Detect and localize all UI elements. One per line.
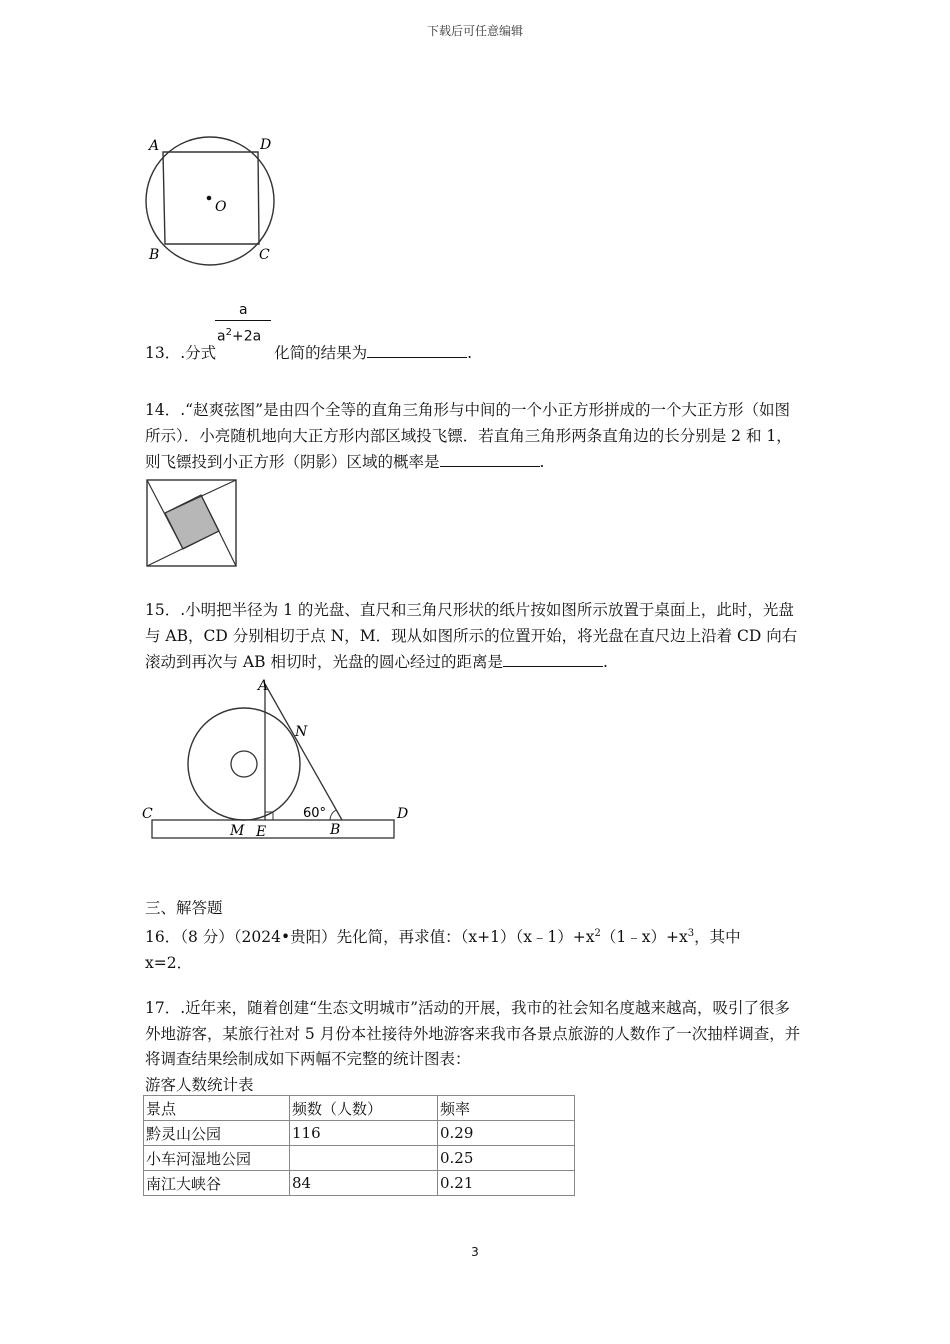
label-n: N xyxy=(295,724,308,740)
question-13: 13．.分式 化简的结果为 . xyxy=(145,340,805,367)
header-cell: 频数（人数） xyxy=(290,1096,438,1121)
label-b: B xyxy=(149,247,160,263)
header-cell: 频率 xyxy=(438,1096,575,1121)
answer-blank-15[interactable] xyxy=(503,649,603,667)
q17-text: 17．.近年来，随着创建“生态文明城市”活动的开展，我市的社会知名度越来越高，吸引了很多外地游客，某旅行社对 5 月份本社接待外地游客来我市各景点旅游的人数作了一次抽样调查，并将调查结果绘制成如下两幅不完整的统计图表： xyxy=(145,999,801,1068)
label-c: C xyxy=(259,247,270,263)
table-header-row xyxy=(144,1096,575,1121)
question-16: 16．（8 分）（2024•贵阳）先化简，再求值：$(x+1)(x﹣1)+x^2(1﹣x)+x^3$，其中 x=2． xyxy=(145,928,741,972)
table-row xyxy=(144,1146,575,1171)
table-title: 游客人数统计表 xyxy=(145,1075,254,1094)
table-cell: 黔灵山公园 xyxy=(144,1121,290,1146)
answer-blank-13[interactable] xyxy=(367,340,467,358)
question-17 xyxy=(145,996,805,1098)
section-title: 三、解答题 xyxy=(145,899,223,917)
ruler xyxy=(152,820,394,838)
disc-outer xyxy=(188,708,300,820)
question-15: 15．.小明把半径为 1 的光盘、直尺和三角尺形状的纸片按如图所示放置于桌面上，此时，光盘与 AB，CD 分别相切于点 N，M．现从如图所示的位置开始，将光盘在直尺边上沿着 CD 向右滚动到再次与 AB 相切时，光盘的圆心经过的距离是 . xyxy=(145,601,798,671)
question-14: 14．.“赵爽弦图”是由四个全等的直角三角形与中间的一个小正方形拼成的一个大正方形（如图所示）．小亮随机地向大正方形内部区域投飞镖．若直角三角形两条直角边的长分别是 2 和 1，则飞镖投到小正方形（阴影）区域的概率是 . xyxy=(145,401,792,471)
circumscribed-circle xyxy=(146,137,274,265)
disc-ruler-figure xyxy=(138,672,418,844)
table-cell: 南江大峡谷 xyxy=(144,1171,290,1196)
page-header: 下载后可任意编辑 xyxy=(426,24,523,38)
label-d: D xyxy=(260,137,272,153)
circle-square-figure xyxy=(135,128,295,278)
label-c: C xyxy=(142,806,153,822)
table-cell: 0.29 xyxy=(438,1121,575,1146)
label-a: A xyxy=(149,138,160,154)
table-row xyxy=(144,1121,575,1146)
table-cell: 84 xyxy=(290,1171,438,1196)
label-m: M xyxy=(230,823,245,839)
angle-60: 60° xyxy=(303,806,327,821)
table-cell: 116 xyxy=(290,1121,438,1146)
page-number: 3 xyxy=(471,1245,479,1259)
table-cell: 0.25 xyxy=(438,1146,575,1171)
q13-suffix: 化简的结果为 xyxy=(274,344,368,362)
center-point xyxy=(207,196,212,201)
q13-prefix: 13．.分式 xyxy=(145,344,217,362)
label-e: E xyxy=(256,824,267,840)
zhao-shuang-figure xyxy=(145,478,240,570)
header-cell: 景点 xyxy=(144,1096,290,1121)
disc-hole xyxy=(231,751,257,777)
visitor-stats-table xyxy=(143,1095,575,1196)
shaded-small-square xyxy=(165,495,219,549)
label-a: A xyxy=(258,678,269,694)
q15-text: 15．.小明把半径为 1 的光盘、直尺和三角尺形状的纸片按如图所示放置于桌面上，此时，光盘与 AB，CD 分别相切于点 N，M．现从如图所示的位置开始，将光盘在直尺边上沿着 CD 向右滚动到再次与 AB 相切时，光盘的圆心经过的距离是 xyxy=(145,601,798,671)
q14-text: 14．.“赵爽弦图”是由四个全等的直角三角形与中间的一个小正方形拼成的一个大正方形（如图所示）．小亮随机地向大正方形内部区域投飞镖．若直角三角形两条直角边的长分别是 2 和 1，则飞镖投到小正方形（阴影）区域的概率是 xyxy=(145,401,792,471)
fraction-bar xyxy=(215,320,271,321)
label-d: D xyxy=(397,806,409,822)
label-o: O xyxy=(215,199,227,215)
fraction-denominator: $a^2+2a$ xyxy=(217,327,262,345)
table-cell xyxy=(290,1146,438,1171)
answer-blank-14[interactable] xyxy=(440,449,540,467)
table-row xyxy=(144,1171,575,1196)
triangle-hypotenuse xyxy=(265,684,342,820)
table-cell: 小车河湿地公园 xyxy=(144,1146,290,1171)
table-cell: 0.21 xyxy=(438,1171,575,1196)
fraction-numerator: a xyxy=(239,302,248,318)
label-b: B xyxy=(330,822,341,838)
